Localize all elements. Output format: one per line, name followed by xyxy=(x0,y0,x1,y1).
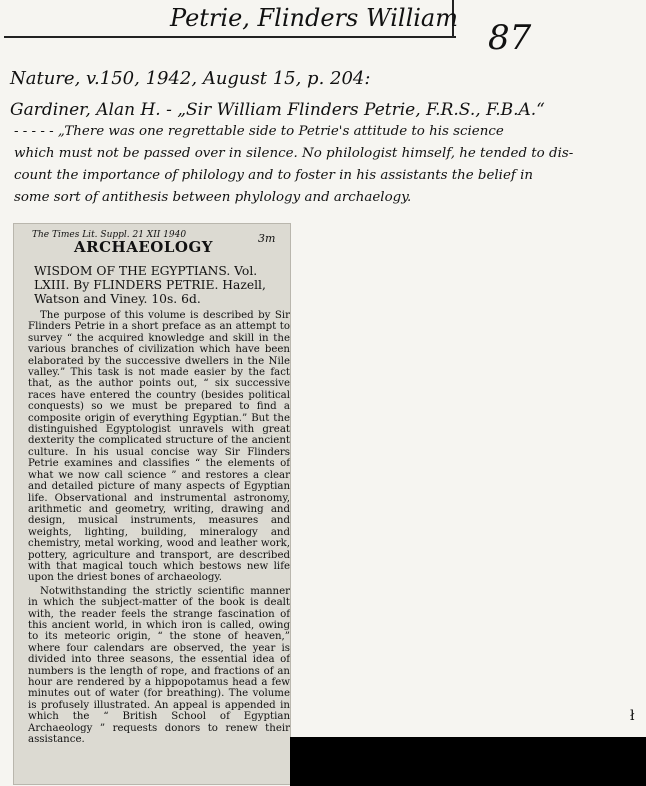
clipping-body xyxy=(28,310,290,747)
clipping-paragraph-2: Notwithstanding the strictly scientific manner in which the subject-matter of the book is dealt with, the reader feels the strange fascination of this ancient world, in which iron is called, owing to its meteoric origin, “ the stone of heaven,” where four calendars are observed, the year is divided into three seasons, the essential idea of numbers is the length of rope, and fractions of an hour are rendered by a hippopotamus head a few minutes out of water (for breathing). The volume is profusely illustrated. An appeal is appended in which the “ British School of Egyptian Archaeology ” requests donors to renew their assistance. xyxy=(28,585,290,746)
quote-line-2: which must not be passed over in silence. No philologist himself, he tended to dis- xyxy=(14,146,574,161)
title-underline xyxy=(4,36,456,38)
clipping-source-note: The Times Lit. Suppl. 21 XII 1940 xyxy=(32,230,187,240)
clipping-heading: ARCHAEOLOGY xyxy=(74,238,213,256)
card-title: Petrie, Flinders William xyxy=(170,4,458,32)
quote-line-3: count the importance of philology and to foster in his assistants the belief in xyxy=(14,168,534,183)
margin-mark: 3m xyxy=(258,232,276,245)
citation-line: Nature, v.150, 1942, August 15, p. 204: xyxy=(10,68,371,89)
scan-edge-shadow xyxy=(290,737,646,786)
quote-line-1: - - - - - „There was one regrettable side to Petrie's attitude to his science xyxy=(14,124,504,139)
edge-tick-mark: ł xyxy=(630,708,635,724)
card-number: 87 xyxy=(488,18,532,58)
newspaper-clipping xyxy=(14,224,290,784)
clipping-subhead: WISDOM OF THE EGYPTIANS. Vol. LXIII. By FLINDERS PETRIE. Hazell, Watson and Viney. 10s. 6d. xyxy=(34,264,266,306)
author-line: Gardiner, Alan H. - „Sir William Flinders Petrie, F.R.S., F.B.A.“ xyxy=(10,100,545,120)
clipping-paragraph-1: The purpose of this volume is described by Sir Flinders Petrie in a short preface as an attempt to survey “ the acquired knowledge and skill in the various branches of civilization which have been elaborated by the successive dwellers in the Nile valley.” This task is not made easier by the fact that, as the author points out, “ six successive races have entered the country (besides political conquests) so we must be prepared to find a composite origin of everything Egyptian.” But the distinguished Egyptologist unravels with great dexterity the complicated structure of the ancient culture. In his usual concise way Sir Flinders Petrie examines and classifies “ the elements of what we now call science ” and restores a clear and detailed picture of many aspects of Egyptian life. Observational and instrumental astronomy, arithmetic and geometry, writing, drawing and design, musical instruments, measures and weights, lighting, building, mineralogy and chemistry, metal working, wood and leather work, pottery, agriculture and transport, are described with that magical touch which bestows new life upon the driest bones of archaeology. xyxy=(28,310,290,584)
quote-line-4: some sort of antithesis between phylology and archaelogy. xyxy=(14,190,412,205)
